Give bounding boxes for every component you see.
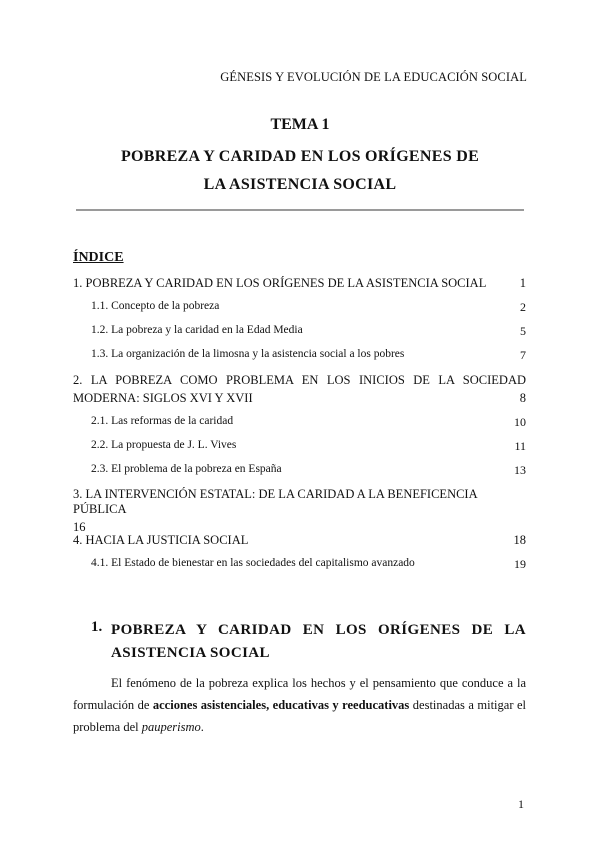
- toc-entry-page: 5: [520, 324, 526, 338]
- para-text-italic: pauperismo: [141, 720, 201, 734]
- toc-entry-page: 13: [514, 463, 526, 477]
- toc-entry-page: 10: [514, 415, 526, 429]
- toc-entry-text: 1. POBREZA Y CARIDAD EN LOS ORÍGENES DE LA ASISTENCIA SOCIAL: [73, 276, 487, 290]
- tema-label: TEMA 1: [270, 116, 330, 133]
- para-text-bold: acciones asistenciales, educativas y reeducativas: [152, 698, 410, 712]
- toc-entry-2-cont[interactable]: [73, 391, 526, 406]
- toc-entry-page: 19: [514, 557, 526, 571]
- toc-entry-text: 4.1. El Estado de bienestar en las sociedades del capitalismo avanzado: [91, 557, 415, 569]
- toc-entry-text: 4. HACIA LA JUSTICIA SOCIAL: [73, 533, 249, 547]
- toc-entry-text: 1.2. La pobreza y la caridad en la Edad Media: [91, 324, 303, 336]
- toc-entry-page: 8: [519, 391, 526, 405]
- toc-entry-text: 2.1. Las reformas de la caridad: [91, 415, 234, 427]
- body-paragraph: [73, 672, 526, 738]
- toc-entry-text: 2.2. La propuesta de J. L. Vives: [91, 439, 237, 451]
- toc-entry-text-cont: MODERNA: SIGLOS XVI Y XVII: [73, 391, 253, 405]
- page-number: 1: [518, 797, 524, 811]
- toc-entry-page: 18: [513, 533, 526, 547]
- toc-entry-text: 3. LA INTERVENCIÓN ESTATAL: DE LA CARIDAD A LA BENEFICENCIA PÚBLICA: [73, 487, 477, 516]
- para-text-middle: destinadas a mitigar el problema del: [73, 698, 526, 734]
- toc-entry-page: 1: [519, 276, 526, 290]
- section-title: POBREZA Y CARIDAD EN LOS ORÍGENES DE LA ASISTENCIA SOCIAL: [111, 622, 526, 661]
- toc-entry-page: 16: [73, 520, 86, 534]
- toc-entry-text: 1.1. Concepto de la pobreza: [91, 300, 220, 312]
- para-text-after: .: [200, 720, 204, 734]
- toc-entry-text: 2. LA POBREZA COMO PROBLEMA EN LOS INICIOS DE LA SOCIEDAD: [73, 373, 526, 387]
- toc-entry-text: 1.3. La organización de la limosna y la asistencia social a los pobres: [91, 348, 405, 360]
- toc-entry-2[interactable]: [73, 371, 526, 390]
- para-text-before: El fenómeno de la pobreza explica los hechos y el pensamiento que conduce a la formulación de: [73, 676, 526, 712]
- toc-entry-page: 2: [520, 300, 526, 314]
- toc-entry-text: 2.3. El problema de la pobreza en España: [91, 463, 282, 475]
- section-number: 1.: [91, 619, 103, 635]
- toc-entry-3[interactable]: [73, 487, 526, 535]
- tema-title: POBREZA Y CARIDAD EN LOS ORÍGENES DE LA ASISTENCIA SOCIAL: [120, 148, 480, 193]
- running-header: GÉNESIS Y EVOLUCIÓN DE LA EDUCACIÓN SOCIAL: [220, 70, 527, 84]
- indice-heading: ÍNDICE: [73, 250, 124, 265]
- title-divider: [76, 209, 524, 211]
- toc-entry-page: 11: [514, 439, 526, 453]
- toc-entry-page: 7: [520, 348, 526, 362]
